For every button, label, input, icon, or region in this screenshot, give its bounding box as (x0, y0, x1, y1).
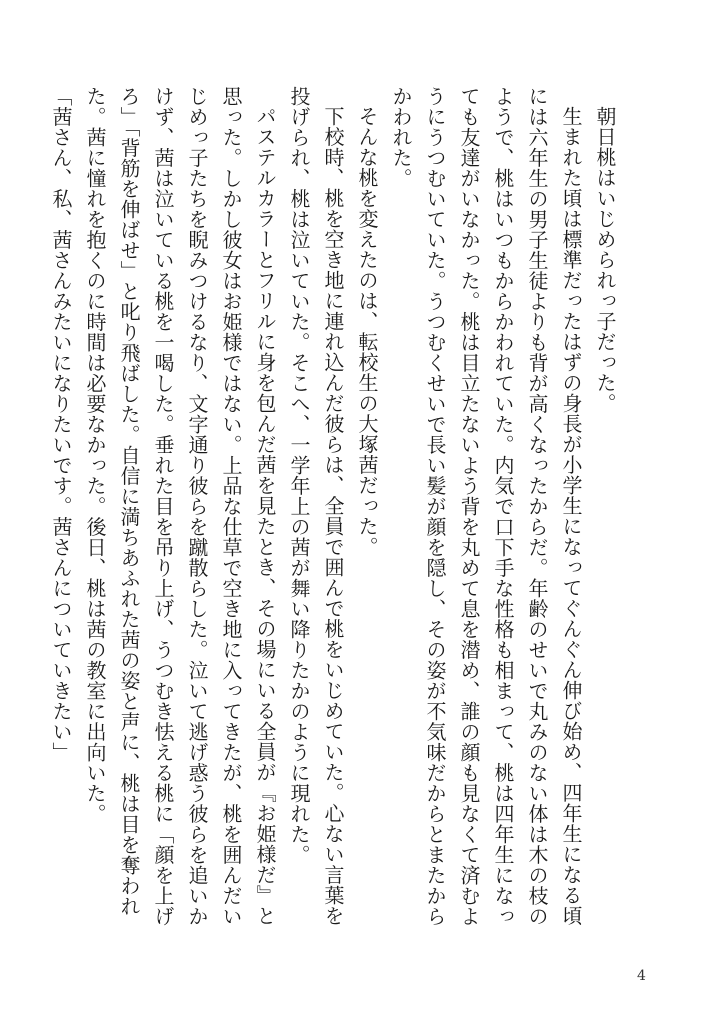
paragraph-5: パステルカラーとフリルに身を包んだ茜を見たとき、その場にいる全員が『お姫様だ』と思った。しかし彼女はお姫様ではない。上品な仕草で空き地に入ってきたが、桃を囲んだいじめっ子たちを睨みつけるなり、文字通り彼らを蹴散らした。泣いて逃げ惑う彼らを追いかけず、茜は泣いている桃を一喝した。垂れた目を吊り上げ、うつむき怯える桃に「顔を上げろ」「背筋を伸ばせ」と叱り飛ばした。自信に満ちあふれた茜の姿と声に、桃は目を奪われた。茜に憧れを抱くのに時間は必要なかった。後日、桃は茜の教室に出向いた。 (83, 86, 277, 927)
paragraph-1: 朝日桃はいじめられっ子だった。 (593, 106, 617, 414)
paragraph-6-dialogue: 「茜さん、私、茜さんみたいになりたいです。茜さんについていきたい」 (49, 86, 73, 763)
paragraph-4: 下校時、桃を空き地に連れ込んだ彼らは、全員で囲んで桃をいじめていた。心ない言葉を投げられ、桃は泣いていた。そこへ、一学年上の茜が舞い降りたかのように現れた。 (287, 86, 345, 926)
paragraph-3: そんな桃を変えたのは、転校生の大塚茜だった。 (355, 106, 379, 557)
paragraph-2: 生まれた頃は標準だったはずの身長が小学生になってぐんぐん伸び始め、四年生になる頃には六年生の男子生徒よりも背が高くなったからだ。年齢のせいで丸みのない体は木の枝のようで、桃はいつもからかわれていた。内気で口下手な性格も相まって、桃は四年生になっても友達がいなかった。桃は目立たないよう背を丸めて息を潜め、誰の顔も見なくて済むようにうつむいていた。うつむくせいで長い髪が顔を隠し、その姿が不気味だからとまたからかわれた。 (389, 86, 583, 927)
vertical-text-body (44, 86, 622, 946)
page-number: 4 (637, 968, 646, 984)
